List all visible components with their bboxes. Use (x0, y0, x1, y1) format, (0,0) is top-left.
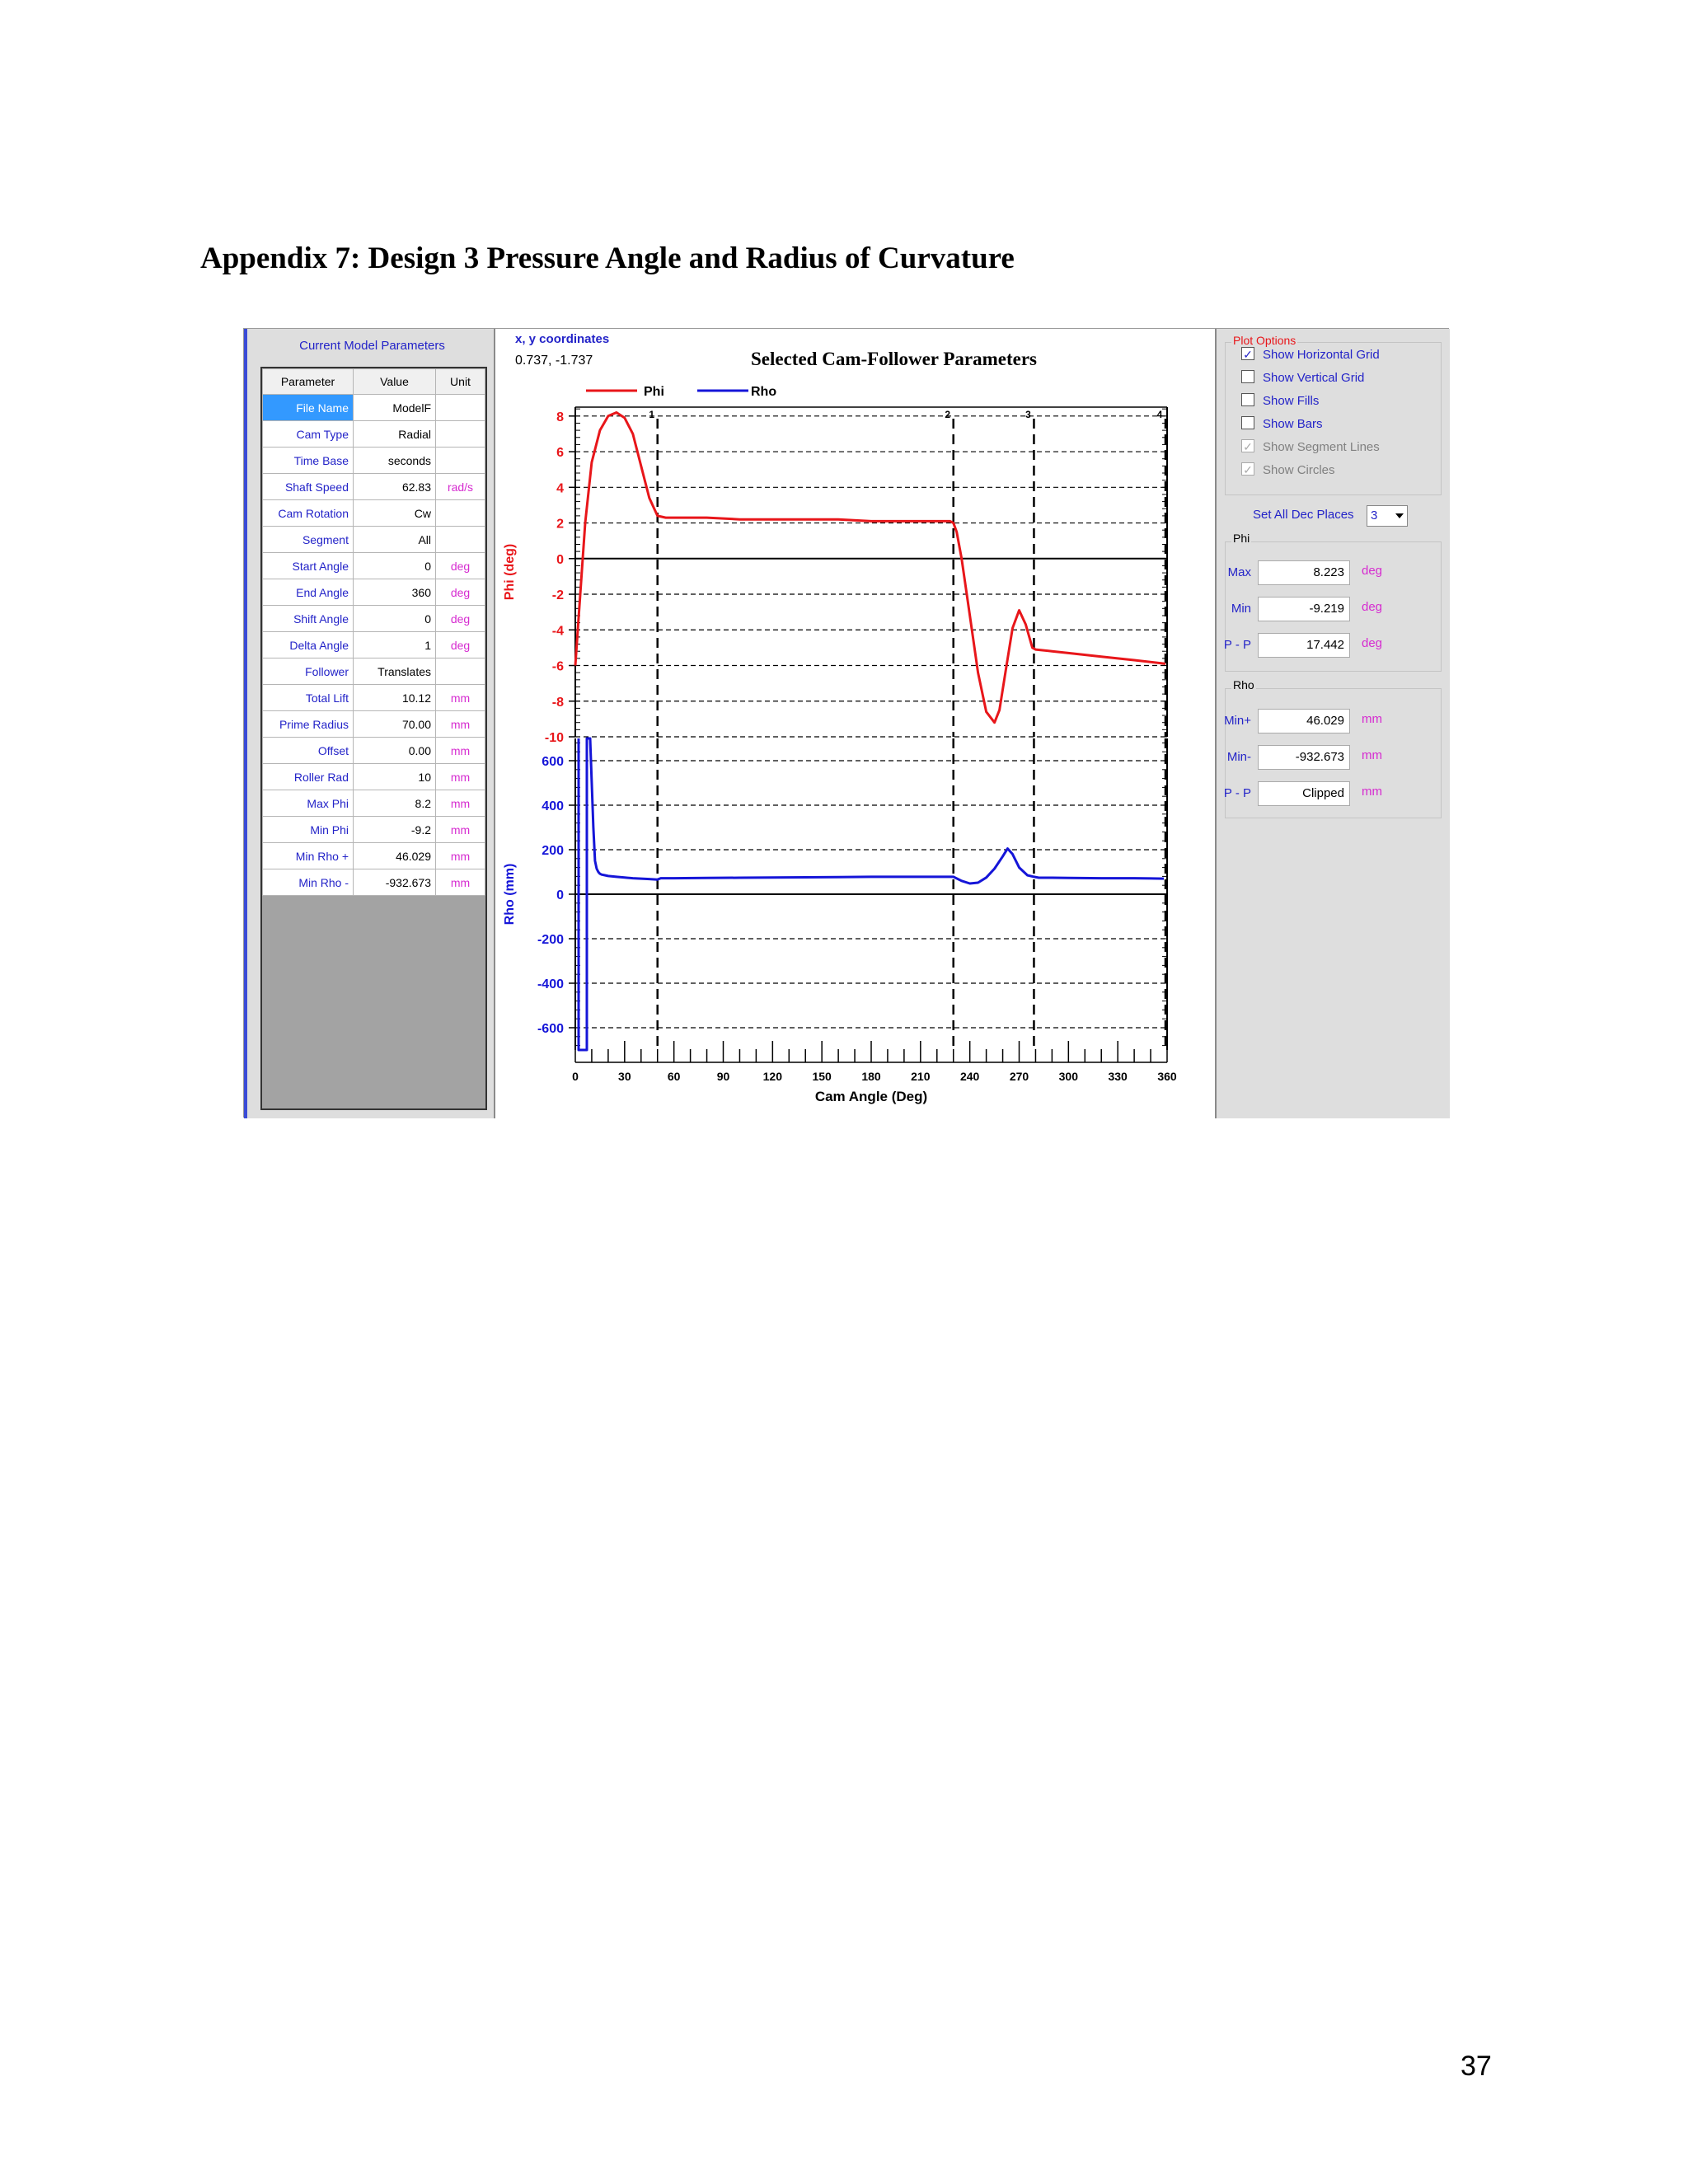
y-tick-label: 0 (556, 552, 564, 567)
plot-options-label: Plot Options (1233, 334, 1296, 347)
param-unit-cell[interactable]: deg (436, 632, 485, 658)
table-row[interactable] (263, 448, 485, 474)
x-tick-label: 60 (667, 1070, 681, 1083)
param-value-cell[interactable]: ModelF (354, 395, 436, 421)
param-unit-cell[interactable]: deg (436, 553, 485, 579)
table-row[interactable] (263, 843, 485, 869)
column-header-value[interactable]: Value (354, 369, 436, 395)
param-value-cell[interactable]: 0 (354, 606, 436, 632)
x-axis-label: Cam Angle (Deg) (814, 1089, 928, 1104)
y-tick-label: 600 (542, 755, 564, 769)
x-tick-label: 120 (762, 1070, 783, 1083)
y-axis-label: Rho (mm) (503, 863, 517, 926)
chart-panel (494, 329, 1217, 1118)
option-show-fills[interactable] (1241, 393, 1319, 410)
param-name-cell[interactable]: Follower (263, 658, 354, 685)
param-name-cell[interactable]: Segment (263, 527, 354, 553)
rho-minminus-unit: mm (1362, 748, 1382, 762)
table-row[interactable] (263, 869, 485, 896)
dec-places-label: Set All Dec Places (1253, 508, 1354, 522)
param-name-cell[interactable]: Delta Angle (263, 632, 354, 658)
segment-label: 3 (1025, 409, 1031, 420)
param-value-cell[interactable]: 62.83 (354, 474, 436, 500)
param-value-cell[interactable]: Translates (354, 658, 436, 685)
x-tick-label: 0 (572, 1070, 579, 1083)
y-tick-label: 0 (556, 888, 564, 902)
option-label: Show Fills (1263, 394, 1320, 408)
x-tick-label: 330 (1108, 1070, 1128, 1083)
y-tick-label: -200 (537, 933, 564, 947)
table-row[interactable] (263, 790, 485, 817)
table-header-row (263, 369, 485, 395)
table-row[interactable] (263, 421, 485, 448)
coordinates-label: x, y coordinates (515, 332, 610, 346)
x-tick-label: 240 (959, 1070, 980, 1083)
rho-minplus-field[interactable]: 46.029 (1258, 709, 1350, 733)
param-value-cell[interactable]: 46.029 (354, 843, 436, 869)
param-unit-cell[interactable] (436, 448, 485, 474)
segment-label: 4 (1156, 409, 1163, 420)
option-show-vertical-grid[interactable] (1241, 370, 1364, 387)
param-value-cell[interactable]: -9.2 (354, 817, 436, 843)
rho-pp-field[interactable]: Clipped (1258, 781, 1350, 806)
y-tick-label: 200 (542, 844, 564, 858)
dec-places-value: 3 (1371, 509, 1378, 523)
param-unit-cell[interactable] (436, 395, 485, 421)
option-show-horizontal-grid[interactable] (1241, 347, 1380, 363)
x-tick-label: 360 (1157, 1070, 1177, 1083)
option-show-segment-lines[interactable] (1241, 439, 1380, 456)
rho-pp-unit: mm (1362, 785, 1382, 799)
param-name-cell[interactable]: Min Rho + (263, 843, 354, 869)
param-value-cell[interactable]: All (354, 527, 436, 553)
phi-min-unit: deg (1362, 600, 1383, 614)
y-tick-label: -2 (551, 588, 564, 603)
param-value-cell[interactable]: 8.2 (354, 790, 436, 817)
table-row[interactable] (263, 474, 485, 500)
param-unit-cell[interactable] (436, 421, 485, 448)
param-name-cell[interactable]: Cam Type (263, 421, 354, 448)
table-row[interactable] (263, 685, 485, 711)
checkbox-icon[interactable]: ✓ (1241, 462, 1254, 476)
segment-label: 1 (649, 409, 655, 420)
table-row[interactable] (263, 500, 485, 527)
param-name-cell[interactable]: Offset (263, 738, 354, 764)
phi-pp-label: P - P (1223, 638, 1251, 652)
x-tick-label: 270 (1009, 1070, 1029, 1083)
parameters-table (260, 367, 487, 1110)
phi-min-field[interactable]: -9.219 (1258, 597, 1350, 621)
checkbox-icon[interactable] (1241, 393, 1254, 406)
y-tick-label: 400 (542, 799, 564, 813)
table-row[interactable] (263, 579, 485, 606)
param-name-cell[interactable]: Cam Rotation (263, 500, 354, 527)
rho-pp-label: P - P (1223, 786, 1251, 800)
y-tick-label: -600 (537, 1022, 564, 1036)
model-parameters-panel (244, 329, 494, 1118)
series-line-phi[interactable] (575, 413, 1165, 723)
param-unit-cell[interactable] (436, 658, 485, 685)
phi-max-field[interactable]: 8.223 (1258, 560, 1350, 585)
option-label: Show Vertical Grid (1263, 371, 1365, 385)
page-number: 37 (1461, 2050, 1492, 2082)
phi-max-label: Max (1227, 565, 1251, 579)
table-row[interactable] (263, 817, 485, 843)
x-tick-label: 150 (812, 1070, 832, 1083)
phi-pp-field[interactable]: 17.442 (1258, 633, 1350, 658)
legend-label-phi: Phi (644, 385, 664, 399)
param-unit-cell[interactable] (436, 527, 485, 553)
y-tick-label: -6 (551, 659, 564, 674)
x-tick-label: 210 (911, 1070, 931, 1083)
param-value-cell[interactable]: 360 (354, 579, 436, 606)
param-name-cell[interactable]: Total Lift (263, 685, 354, 711)
param-value-cell[interactable]: -932.673 (354, 869, 436, 896)
param-unit-cell[interactable]: rad/s (436, 474, 485, 500)
rho-minplus-unit: mm (1362, 712, 1382, 726)
table-row[interactable] (263, 606, 485, 632)
option-label: Show Circles (1263, 463, 1335, 477)
param-unit-cell[interactable]: mm (436, 685, 485, 711)
y-tick-label: -400 (537, 977, 564, 991)
checkbox-icon[interactable] (1241, 416, 1254, 429)
plot-options-panel (1217, 329, 1450, 1118)
param-unit-cell[interactable]: mm (436, 790, 485, 817)
table-row[interactable] (263, 764, 485, 790)
param-unit-cell[interactable]: deg (436, 606, 485, 632)
x-tick-label: 180 (861, 1070, 881, 1083)
rho-group-label: Rho (1233, 678, 1254, 691)
phi-group-label: Phi (1233, 532, 1250, 545)
param-name-cell[interactable]: File Name (263, 395, 354, 421)
y-tick-label: -4 (551, 624, 564, 639)
param-value-cell[interactable]: 0 (354, 553, 436, 579)
y-tick-label: 4 (556, 481, 564, 496)
param-unit-cell[interactable]: mm (436, 738, 485, 764)
chevron-down-icon (1395, 513, 1404, 518)
legend-label-rho: Rho (751, 385, 777, 399)
table-row[interactable] (263, 632, 485, 658)
x-tick-label: 30 (618, 1070, 631, 1083)
param-name-cell[interactable]: Min Phi (263, 817, 354, 843)
param-value-cell[interactable]: Cw (354, 500, 436, 527)
param-value-cell[interactable]: 10.12 (354, 685, 436, 711)
param-name-cell[interactable]: Time Base (263, 448, 354, 474)
x-tick-label: 90 (716, 1070, 730, 1083)
phi-pp-unit: deg (1362, 636, 1383, 650)
param-value-cell[interactable]: 70.00 (354, 711, 436, 738)
param-name-cell[interactable]: Prime Radius (263, 711, 354, 738)
table-row[interactable] (263, 553, 485, 579)
cam-follower-chart[interactable] (495, 329, 1215, 1118)
table-row[interactable] (263, 395, 485, 421)
param-name-cell[interactable]: End Angle (263, 579, 354, 606)
y-tick-label: 8 (556, 410, 564, 424)
table-row[interactable] (263, 738, 485, 764)
param-value-cell[interactable]: seconds (354, 448, 436, 474)
rho-minminus-label: Min- (1226, 750, 1251, 764)
x-tick-label: 300 (1058, 1070, 1079, 1083)
param-unit-cell[interactable]: mm (436, 869, 485, 896)
param-name-cell[interactable]: Start Angle (263, 553, 354, 579)
column-header-unit[interactable]: Unit (436, 369, 485, 395)
option-show-circles[interactable] (1241, 462, 1335, 479)
table-row[interactable] (263, 527, 485, 553)
cam-software-window (243, 328, 1449, 1118)
param-value-cell[interactable]: Radial (354, 421, 436, 448)
param-name-cell[interactable]: Shaft Speed (263, 474, 354, 500)
phi-min-label: Min (1231, 602, 1251, 616)
coordinates-value: 0.737, -1.737 (515, 354, 593, 368)
chart-title: Selected Cam-Follower Parameters (751, 349, 1037, 369)
checkbox-icon[interactable] (1241, 370, 1254, 383)
checkbox-icon[interactable]: ✓ (1241, 439, 1254, 452)
param-name-cell[interactable]: Min Rho - (263, 869, 354, 896)
y-axis-label: Phi (deg) (503, 543, 517, 601)
y-tick-label: 6 (556, 446, 564, 461)
table-row[interactable] (263, 658, 485, 685)
segment-label: 2 (945, 409, 951, 420)
y-tick-label: -10 (544, 731, 564, 745)
param-unit-cell[interactable]: deg (436, 579, 485, 606)
param-unit-cell[interactable]: mm (436, 764, 485, 790)
checkbox-icon[interactable]: ✓ (1241, 347, 1254, 360)
option-label: Show Bars (1263, 417, 1323, 431)
model-parameters-title: Current Model Parameters (299, 339, 445, 353)
column-header-parameter[interactable]: Parameter (263, 369, 354, 395)
param-value-cell[interactable]: 1 (354, 632, 436, 658)
rho-minplus-label: Min+ (1224, 714, 1251, 728)
phi-max-unit: deg (1362, 564, 1383, 578)
option-label: Show Horizontal Grid (1263, 348, 1380, 362)
param-unit-cell[interactable]: mm (436, 843, 485, 869)
rho-minminus-field[interactable]: -932.673 (1258, 745, 1350, 770)
param-name-cell[interactable]: Roller Rad (263, 764, 354, 790)
dec-places-select[interactable] (1367, 505, 1408, 527)
param-value-cell[interactable]: 10 (354, 764, 436, 790)
param-unit-cell[interactable] (436, 500, 485, 527)
option-label: Show Segment Lines (1263, 440, 1380, 454)
y-tick-label: -8 (551, 695, 564, 710)
option-show-bars[interactable] (1241, 416, 1323, 433)
param-unit-cell[interactable]: mm (436, 711, 485, 738)
param-name-cell[interactable]: Shift Angle (263, 606, 354, 632)
table-row[interactable] (263, 711, 485, 738)
y-tick-label: 2 (556, 517, 564, 532)
param-value-cell[interactable]: 0.00 (354, 738, 436, 764)
param-name-cell[interactable]: Max Phi (263, 790, 354, 817)
param-unit-cell[interactable]: mm (436, 817, 485, 843)
document-title: Appendix 7: Design 3 Pressure Angle and Radius of Curvature (200, 241, 1015, 275)
